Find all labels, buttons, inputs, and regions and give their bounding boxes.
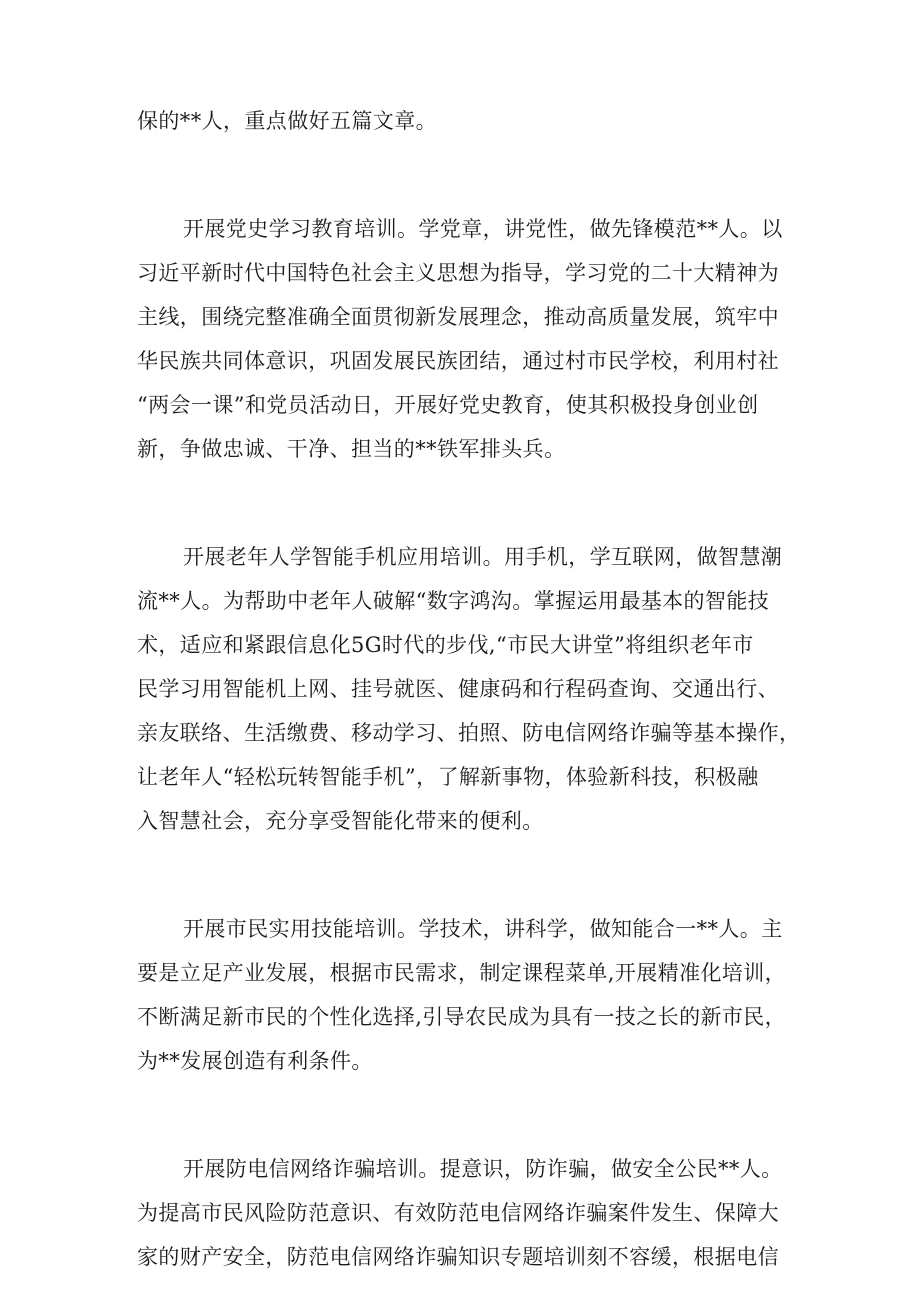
text-line: 民学习用智能机上网、挂号就医、健康码和行程码查询、交通出行、 [137,677,779,701]
text-line: 保的**人，重点做好五篇文章。 [137,109,437,133]
text-line: 开展党史学习教育培训。学党章，讲党性，做先锋模范**人。以 [183,217,783,241]
paragraph-gap [137,1083,787,1147]
text-line: 开展防电信网络诈骗培训。提意识，防诈骗，做安全公民**人。 [183,1157,783,1181]
paragraph-smartphone [137,535,801,843]
paragraph-party-history [137,207,787,471]
text-line: 要是立足产业发展，根据市民需求，制定课程菜单,开展精准化培训， [137,961,787,985]
text-line: 流**人。为帮助中老年人破解“数字鸿沟。掌握运用最基本的智能技 [137,589,770,613]
paragraph-practical-skills [137,907,787,1083]
paragraph-gap [137,471,787,535]
text-line: 新，争做忠诚、干净、担当的**铁军排头兵。 [137,437,566,461]
paragraph-gap [137,843,787,907]
text-line: 开展市民实用技能培训。学技术，讲科学，做知能合一**人。主 [183,917,783,941]
paragraph-gap [137,143,787,207]
text-line: 术，适应和紧跟信息化5G时代的步伐,“市民大讲堂”将组织老年市 [137,633,754,657]
paragraph-intro [137,99,787,143]
text-line: “两会一课”和党员活动日，开展好党史教育，使其积极投身创业创 [137,393,759,417]
text-line: 习近平新时代中国特色社会主义思想为指导，学习党的二十大精神为 [137,261,779,285]
text-line: 开展老年人学智能手机应用培训。用手机，学互联网，做智慧潮 [183,545,783,569]
text-line: 华民族共同体意识，巩固发展民族团结，通过村市民学校，利用村社 [137,349,779,373]
text-line: 入智慧社会，充分享受智能化带来的便利。 [137,809,544,833]
text-line: 为**发展创造有利条件。 [137,1049,373,1073]
document-page [137,99,801,1279]
text-line: 为提高市民风险防范意识、有效防范电信网络诈骗案件发生、保障大 [137,1201,779,1225]
text-line: 亲友联络、生活缴费、移动学习、拍照、防电信网络诈骗等基本操作， [137,721,801,745]
text-line: 让老年人“轻松玩转智能手机”，了解新事物，体验新科技，积极融 [137,765,759,789]
text-line: 不断满足新市民的个性化选择,引导农民成为具有一技之长的新市民， [137,1005,787,1029]
text-line: 主线，围绕完整准确全面贯彻新发展理念，推动高质量发展，筑牢中 [137,305,779,329]
text-line: 家的财产安全，防范电信网络诈骗知识专题培训刻不容缓，根据电信 [137,1245,779,1269]
paragraph-anti-fraud [137,1147,787,1279]
